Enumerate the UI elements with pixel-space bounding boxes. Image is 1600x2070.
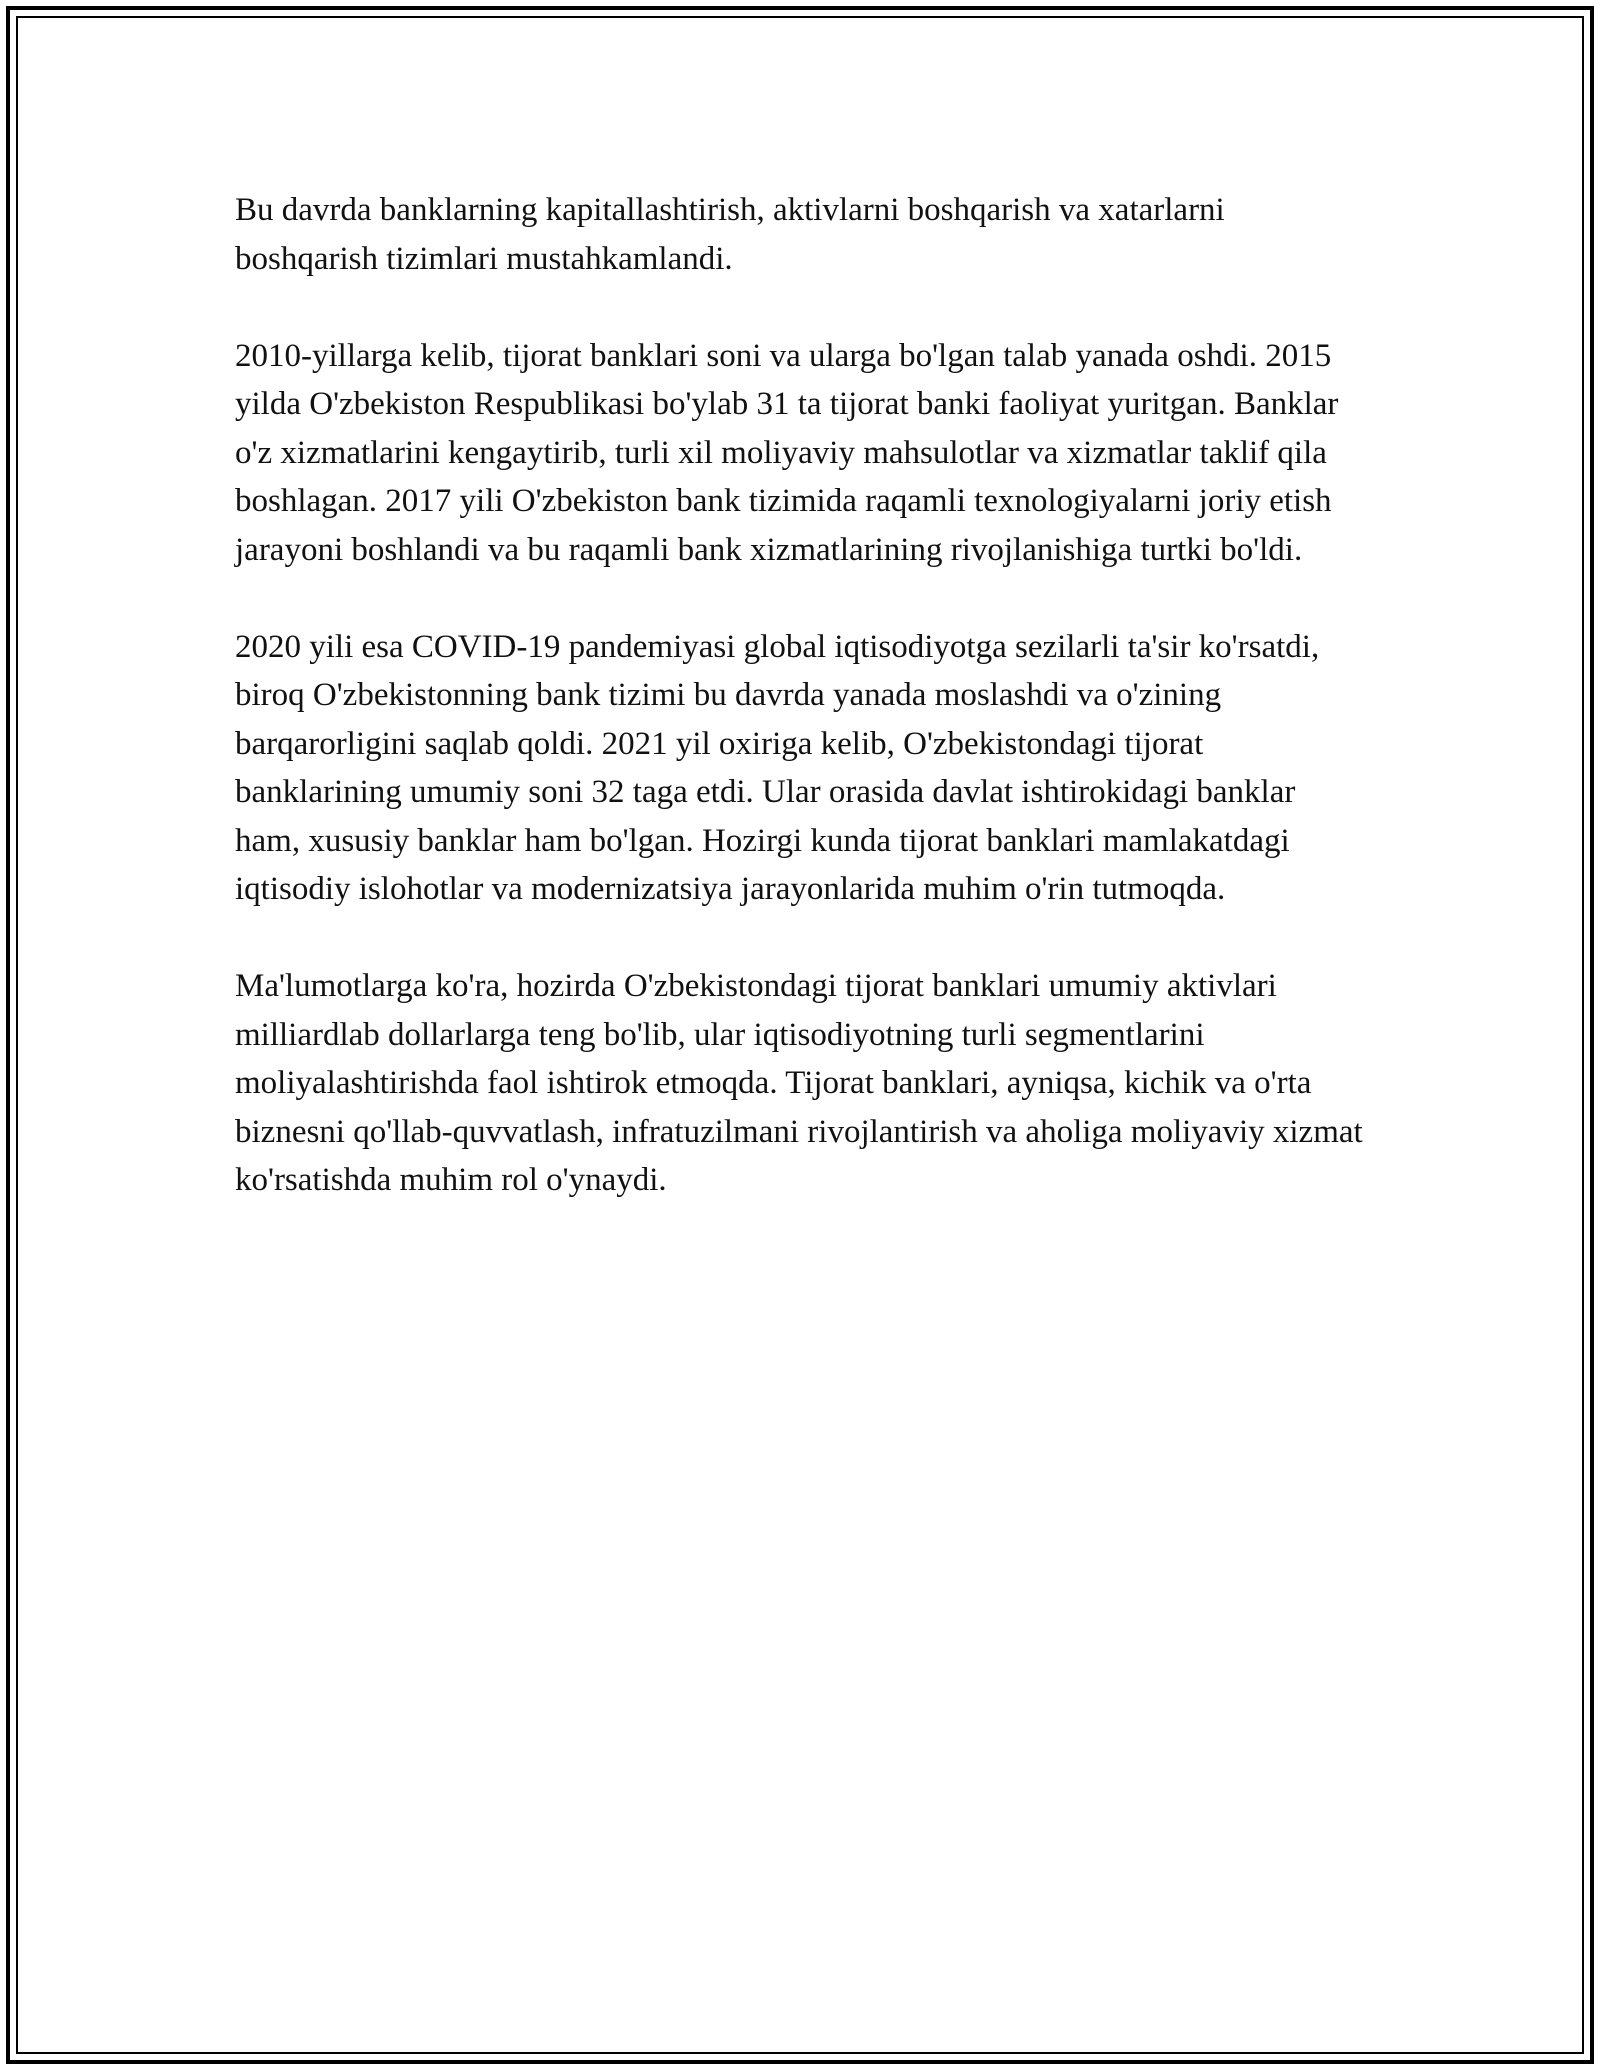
paragraph-current-assets: Ma'lumotlarga ko'ra, hozirda O'zbekistondagi tijorat banklari umumiy aktivlari milliardlab dollarlarga teng bo'lib, ular iqtisodiyotning turli segmentlarini moliyalashtirishda faol ishtirok etmoqda. Tijorat banklari, ayniqsa, kichik va o'rta biznesni qo'llab-quvvatlash, infratuzilmani rivojlantirish va aholiga moliyaviy xizmat ko'rsatishda muhim rol o'ynaydi. (235, 968, 1363, 1198)
paragraph-covid-resilience: 2020 yili esa COVID-19 pandemiyasi global iqtisodiyotga sezilarli ta'sir ko'rsatdi, biroq O'zbekistonning bank tizimi bu davrda yanada moslashdi va o'zining barqarorligini saqlab qoldi. 2021 yil oxiriga kelib, O'zbekistondagi tijorat banklarining umumiy soni 32 taga etdi. Ular orasida davlat ishtirokidagi banklar ham, xususiy banklar ham bo'lgan. Hozirgi kunda tijorat banklari mamlakatdagi iqtisodiy islohotlar va modernizatsiya jarayonlarida muhim o'rin tutmoqda. (235, 628, 1320, 907)
paragraph-2010s-growth: 2010-yillarga kelib, tijorat banklari soni va ularga bo'lgan talab yanada oshdi. 2015 yilda O'zbekiston Respublikasi bo'ylab 31 ta tijorat banki faoliyat yuritgan. Banklar o'z xizmatlarini kengaytirib, turli xil moliyaviy mahsulotlar va xizmatlar taklif qila boshlagan. 2017 yili O'zbekiston bank tizimida raqamli texnologiyalarni joriy etish jarayoni boshlandi va bu raqamli bank xizmatlarining rivojlanishiga turtki bo'ldi. (235, 337, 1339, 568)
document-body (235, 186, 1365, 1253)
paragraph-banking-systems: Bu davrda banklarning kapitallashtirish, aktivlarni boshqarish va xatarlarni boshqarish tizimlari mustahkamlandi. (235, 192, 1225, 277)
